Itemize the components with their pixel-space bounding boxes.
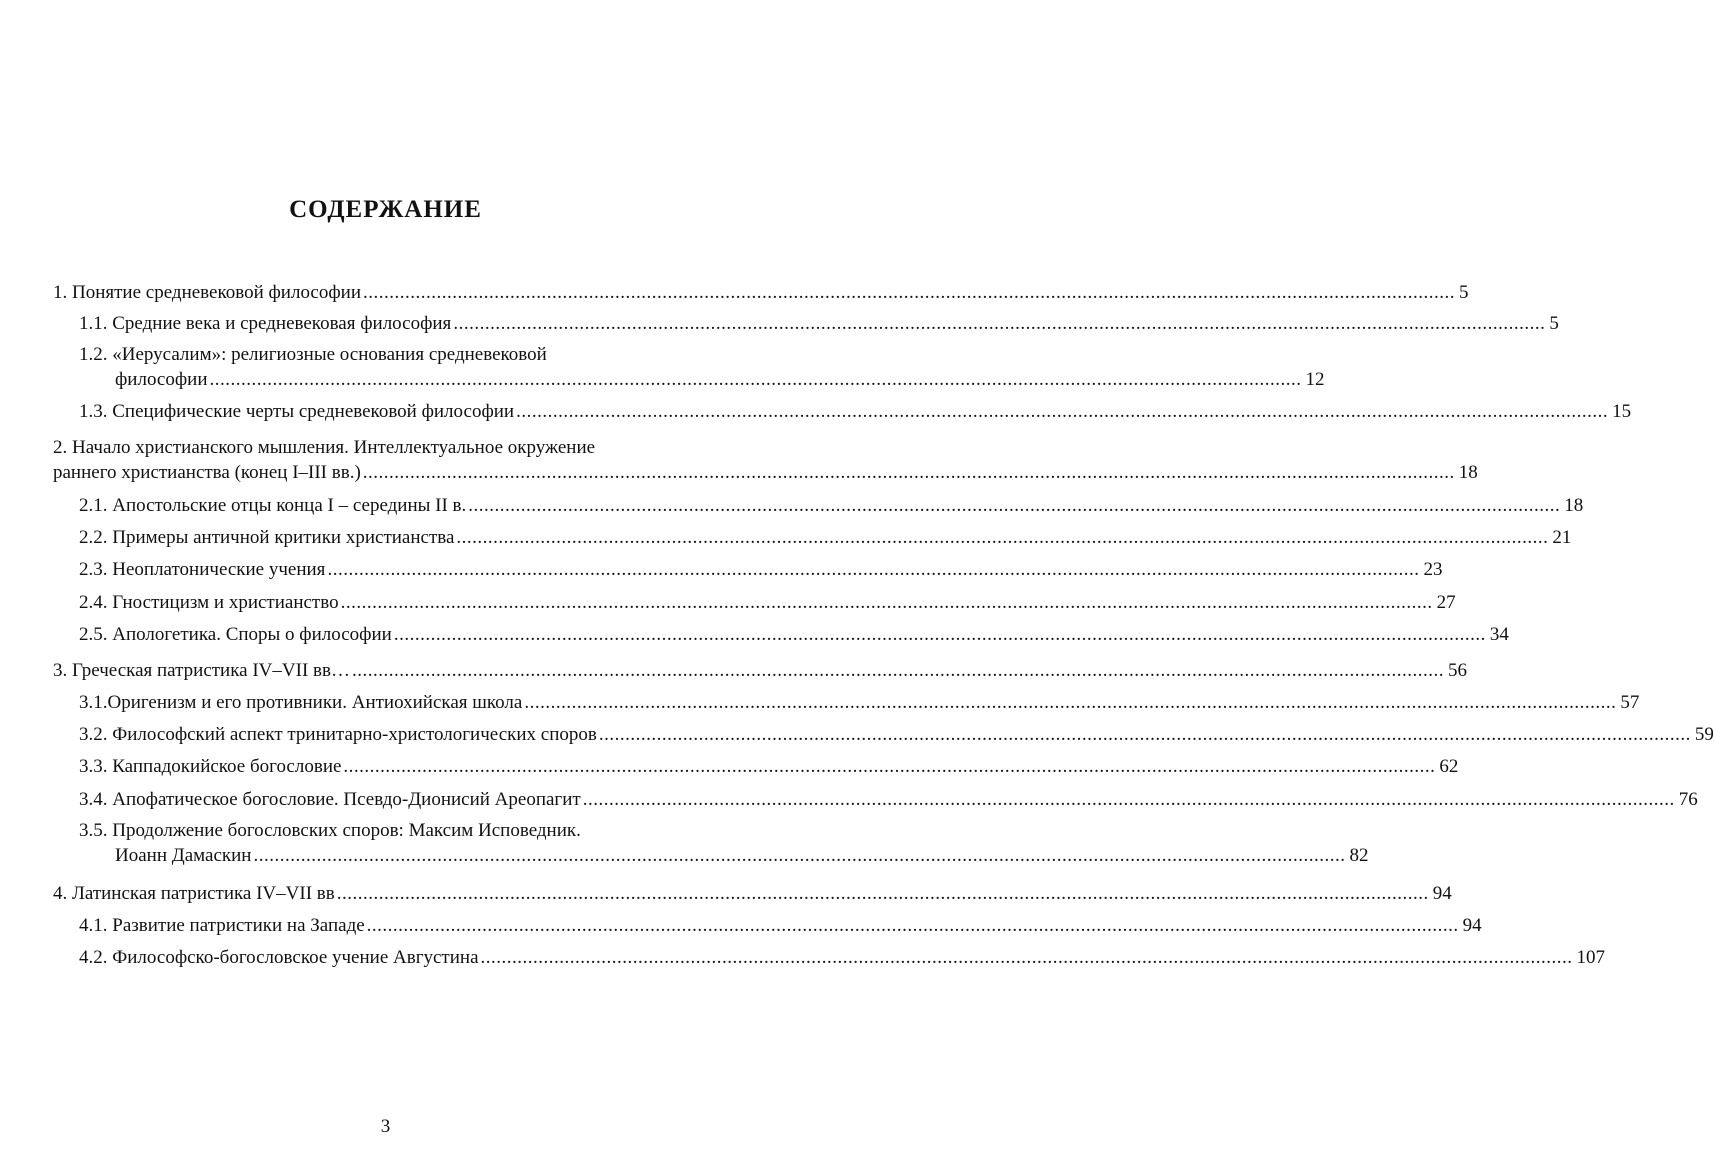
toc-entry-title-cont: философии xyxy=(115,369,208,390)
toc-leader: ................................................................................................................................................................................................................ xyxy=(340,592,1433,613)
toc-page-number: 62 xyxy=(1439,756,1459,777)
toc-entry-title: 3.3. Каппадокийское богословие xyxy=(79,756,342,777)
toc-leader: ................................................................................................................................................................................................................ xyxy=(343,756,1436,777)
toc-page-number: 94 xyxy=(1462,915,1482,936)
toc-entry-title: 1.1. Средние века и средневековая философия xyxy=(79,313,452,334)
toc-page-number: 23 xyxy=(1423,559,1443,580)
toc-page-number: 56 xyxy=(1447,660,1467,681)
toc-leader: ................................................................................................................................................................................................................ xyxy=(480,947,1573,968)
toc-leader: ................................................................................................................................................................................................................ xyxy=(453,313,1546,334)
toc-entry-3-2 xyxy=(79,722,1714,747)
toc-entry-title: 4.2. Философско-богословское учение Августина xyxy=(79,947,479,968)
toc-entry-3-1 xyxy=(79,690,1640,715)
toc-entry-title: 2.4. Гностицизм и христианство xyxy=(79,592,339,613)
toc-entry-2-1 xyxy=(79,493,1584,518)
toc-leader: ................................................................................................................................................................................................................ xyxy=(362,462,1455,483)
toc-entry-title: 3.4. Апофатическое богословие. Псевдо-Дионисий Ареопагит xyxy=(79,789,581,810)
toc-entry-2-3 xyxy=(79,557,1443,582)
toc-entry-title: 2.2. Примеры античной критики христианства xyxy=(79,527,455,548)
toc-leader: ................................................................................................................................................................................................................ xyxy=(336,883,1429,904)
toc-page-number: 27 xyxy=(1436,592,1456,613)
toc-entry-1-1 xyxy=(79,311,1559,336)
toc-leader: ................................................................................................................................................................................................................ xyxy=(327,559,1420,580)
toc-leader: ................................................................................................................................................................................................................ xyxy=(582,789,1675,810)
toc-entry-title: 3.5. Продолжение богословских споров: Максим Исповедник. xyxy=(79,820,581,841)
toc-page-number: 5 xyxy=(1549,313,1559,334)
toc-entry-3 xyxy=(53,658,1467,683)
toc-page-number: 12 xyxy=(1305,369,1325,390)
toc-page-number: 5 xyxy=(1459,282,1469,303)
toc-leader: ................................................................................................................................................................................................................ xyxy=(524,692,1617,713)
toc-entry-1-3 xyxy=(79,399,1632,424)
toc-entry-4 xyxy=(53,881,1452,906)
toc-entry-3-4 xyxy=(79,787,1698,812)
toc-entry-title: 2.1. Апостольские отцы конца I – середины II в. xyxy=(79,495,467,516)
toc-page-number: 21 xyxy=(1552,527,1572,548)
toc-entry-2-2 xyxy=(79,525,1572,550)
toc-entry-title: 2. Начало христианского мышления. Интеллектуальное окружение xyxy=(53,437,596,458)
toc-leader: ................................................................................................................................................................................................................ xyxy=(351,660,1444,681)
toc-leader: ................................................................................................................................................................................................................ xyxy=(516,401,1609,422)
toc-page-number: 34 xyxy=(1489,624,1509,645)
toc-leader: ................................................................................................................................................................................................................ xyxy=(366,915,1459,936)
toc-leader: ................................................................................................................................................................................................................ xyxy=(456,527,1549,548)
toc-entry-title: 1.2. «Иерусалим»: религиозные основания средневековой xyxy=(79,344,547,365)
toc-leader: ................................................................................................................................................................................................................ xyxy=(209,369,1302,390)
toc-entry-4-2 xyxy=(79,945,1606,970)
toc-leader: ................................................................................................................................................................................................................ xyxy=(598,724,1691,745)
toc-entry-3-5 xyxy=(79,818,1369,868)
toc-page-number: 94 xyxy=(1432,883,1452,904)
toc-page-number: 76 xyxy=(1678,789,1698,810)
page-title: СОДЕРЖАНИЕ xyxy=(289,196,482,223)
toc-entry-1 xyxy=(53,280,1469,305)
toc-page-number: 57 xyxy=(1620,692,1640,713)
toc-page-number: 15 xyxy=(1612,401,1632,422)
toc-entry-title: 4. Латинская патристика IV–VII вв xyxy=(53,883,335,904)
toc-entry-title: 2.3. Неоплатонические учения xyxy=(79,559,326,580)
toc-page-number: 59 xyxy=(1694,724,1714,745)
toc-leader: ................................................................................................................................................................................................................ xyxy=(363,282,1455,303)
toc-entry-2-4 xyxy=(79,590,1456,615)
toc-entry-title-cont: раннего христианства (конец I–III вв.) xyxy=(53,462,361,483)
toc-leader: ................................................................................................................................................................................................................ xyxy=(393,624,1486,645)
toc-entry-2 xyxy=(53,435,1478,485)
toc-entry-title: 3. Греческая патристика IV–VII вв… xyxy=(53,660,350,681)
toc-entry-title: 3.1.Оригенизм и его противники. Антиохийская школа xyxy=(79,692,523,713)
toc-entry-title: 4.1. Развитие патристики на Западе xyxy=(79,915,365,936)
page-number: 3 xyxy=(380,1116,391,1137)
toc-entry-title-cont: Иоанн Дамаскин xyxy=(115,845,252,866)
toc-entry-1-2 xyxy=(79,342,1325,392)
toc-entry-title: 1.3. Специфические черты средневековой философии xyxy=(79,401,515,422)
toc-entry-title: 2.5. Апологетика. Споры о философии xyxy=(79,624,392,645)
toc-entry-2-5 xyxy=(79,622,1509,647)
toc-page-number: 82 xyxy=(1349,845,1369,866)
toc-page-number: 107 xyxy=(1576,947,1606,968)
toc-page-number: 18 xyxy=(1458,462,1478,483)
toc-page-number: 18 xyxy=(1564,495,1584,516)
toc-leader: ................................................................................................................................................................................................................ xyxy=(253,845,1346,866)
toc-entry-4-1 xyxy=(79,913,1482,938)
toc-entry-3-3 xyxy=(79,754,1459,779)
toc-entry-title: 3.2. Философский аспект тринитарно-христологических споров xyxy=(79,724,597,745)
toc-entry-title: 1. Понятие средневековой философии xyxy=(53,282,361,303)
toc-leader: ................................................................................................................................................................................................................ xyxy=(468,495,1561,516)
